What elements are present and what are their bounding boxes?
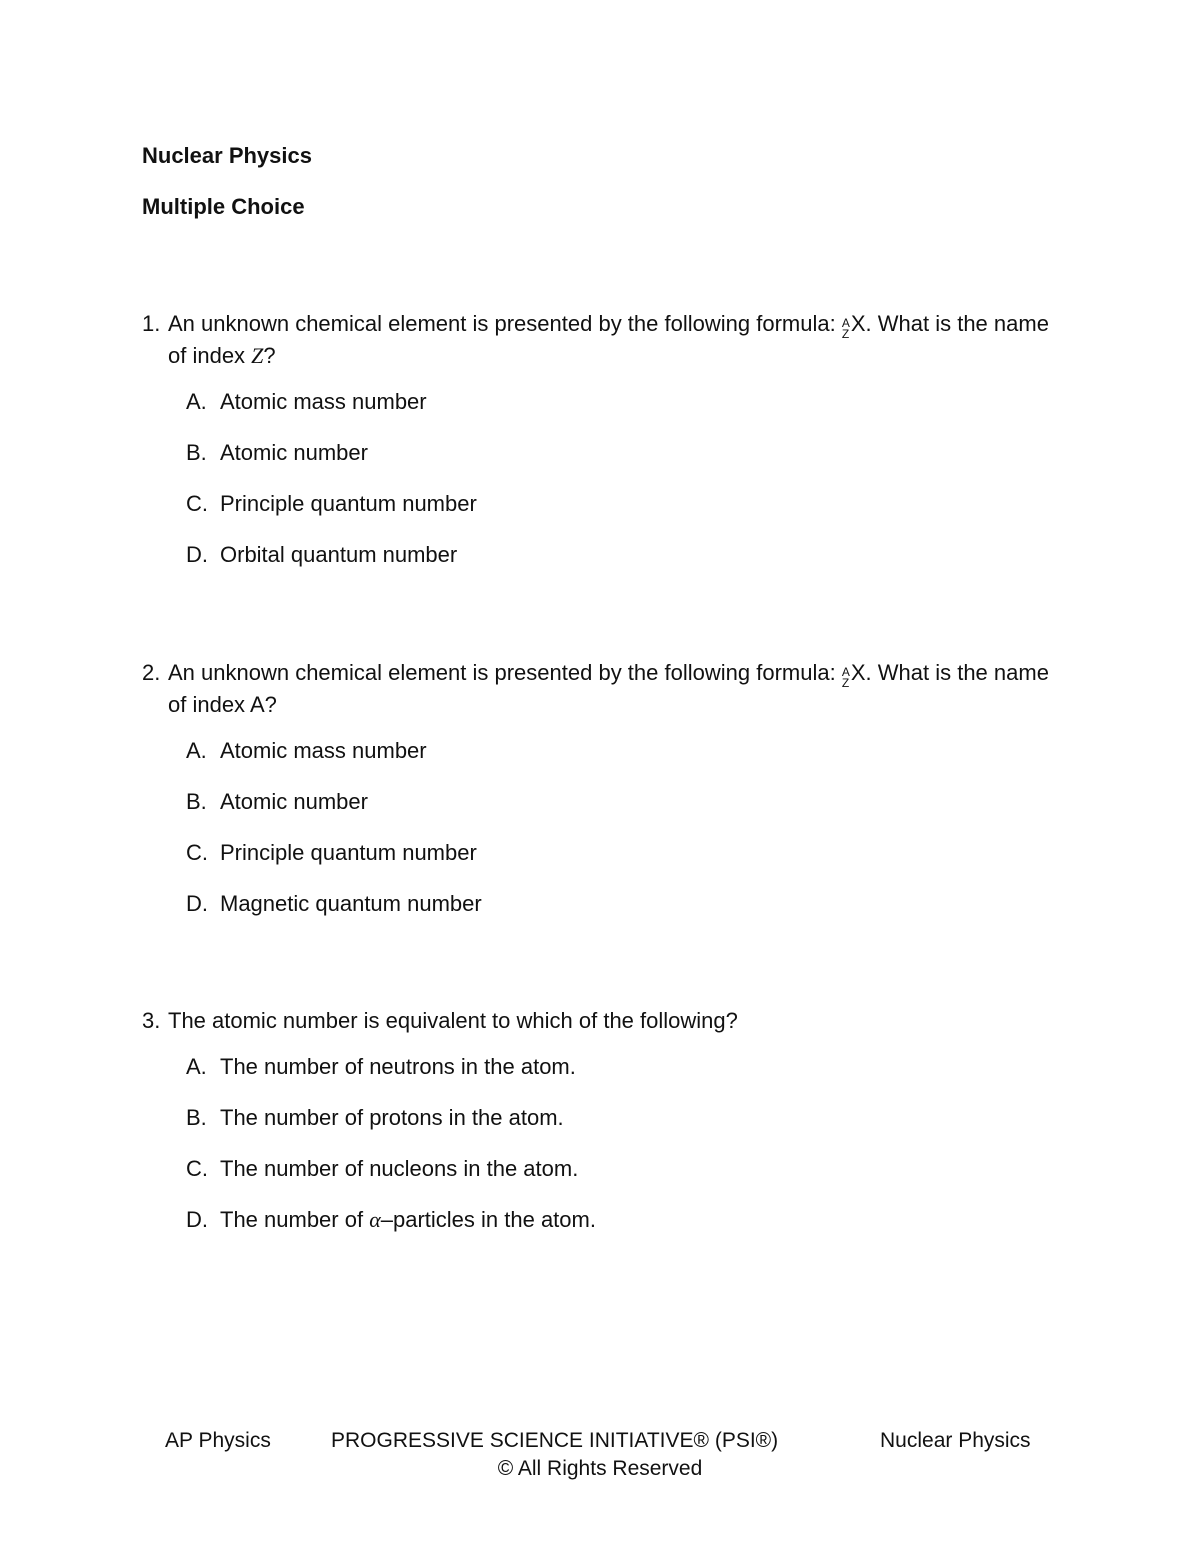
option-text-part: –particles in the atom.: [380, 1207, 596, 1232]
option-letter: D.: [186, 891, 208, 916]
option-letter: C.: [186, 840, 208, 865]
option-text: [220, 1208, 596, 1259]
question-3: [142, 1005, 1062, 1259]
index-label: Z: [251, 343, 264, 368]
isotope-notation: [842, 657, 866, 689]
question-text-part: An unknown chemical element is presented by the following formula:: [168, 660, 842, 685]
option-letter: A.: [186, 738, 207, 763]
isotope-atomic-index: Z: [841, 676, 850, 690]
answer-option: [186, 492, 1062, 543]
question-2: [142, 657, 1062, 943]
option-letter: D.: [186, 1207, 208, 1232]
answer-option: [186, 1157, 1062, 1208]
question-text: The atomic number is equivalent to which of the following?: [168, 1008, 738, 1033]
option-text: The number of nucleons in the atom.: [220, 1156, 579, 1181]
page-subtitle: Multiple Choice: [142, 194, 305, 219]
answer-option: [186, 441, 1062, 492]
question-stem: [142, 657, 1062, 720]
footer-unit: Nuclear Physics: [880, 1429, 1031, 1452]
option-letter: C.: [186, 491, 208, 516]
question-text-part: ?: [263, 343, 276, 368]
answer-option: [186, 739, 1062, 790]
footer-publisher: PROGRESSIVE SCIENCE INITIATIVE® (PSI®): [331, 1429, 779, 1452]
answer-option: [186, 841, 1062, 892]
question-text: [168, 657, 1062, 720]
question-1: [142, 308, 1062, 594]
option-text: Atomic number: [220, 789, 368, 814]
answer-options: [186, 739, 1062, 943]
option-text: Atomic mass number: [220, 389, 427, 414]
page-footer: [0, 1429, 1200, 1480]
option-text: The number of neutrons in the atom.: [220, 1054, 576, 1079]
answer-option: [186, 892, 1062, 943]
option-letter: B.: [186, 1105, 207, 1130]
question-stem: [142, 1005, 1062, 1036]
footer-course: AP Physics: [165, 1429, 271, 1452]
answer-option: [186, 790, 1062, 841]
isotope-mass-index: A: [841, 316, 850, 330]
option-text-part: The number of: [220, 1207, 370, 1232]
isotope-mass-index: A: [841, 665, 850, 679]
question-number: 3.: [142, 1008, 161, 1033]
isotope-notation: [842, 308, 866, 340]
answer-option: [186, 1106, 1062, 1157]
alpha-symbol: α: [369, 1207, 381, 1232]
answer-option: [186, 1208, 1062, 1259]
option-letter: C.: [186, 1156, 208, 1181]
option-text: Magnetic quantum number: [220, 891, 482, 916]
question-text-part: . What is the name of index: [168, 311, 1049, 368]
option-letter: A.: [186, 1054, 207, 1079]
footer-copyright: © All Rights Reserved: [497, 1457, 703, 1480]
option-letter: A.: [186, 389, 207, 414]
isotope-symbol: X: [850, 660, 866, 685]
answer-options: [186, 1055, 1062, 1259]
question-number: 1.: [142, 311, 161, 336]
answer-options: [186, 390, 1062, 594]
option-text: Atomic mass number: [220, 738, 427, 763]
answer-option: [186, 543, 1062, 594]
option-letter: B.: [186, 440, 207, 465]
option-text: Atomic number: [220, 440, 368, 465]
question-text-part: An unknown chemical element is presented by the following formula:: [168, 311, 842, 336]
answer-option: [186, 1055, 1062, 1106]
question-stem: [142, 308, 1062, 371]
question-text: [168, 308, 1062, 371]
question-number: 2.: [142, 660, 161, 685]
option-text: The number of protons in the atom.: [220, 1105, 564, 1130]
option-letter: B.: [186, 789, 207, 814]
option-text: Principle quantum number: [220, 491, 477, 516]
isotope-atomic-index: Z: [841, 327, 850, 341]
option-text: Principle quantum number: [220, 840, 477, 865]
option-letter: D.: [186, 542, 208, 567]
page-title: Nuclear Physics: [142, 143, 312, 168]
question-text-part: . What is the name of index A?: [168, 660, 1049, 717]
isotope-symbol: X: [850, 311, 866, 336]
option-text: Orbital quantum number: [220, 542, 458, 567]
answer-option: [186, 390, 1062, 441]
